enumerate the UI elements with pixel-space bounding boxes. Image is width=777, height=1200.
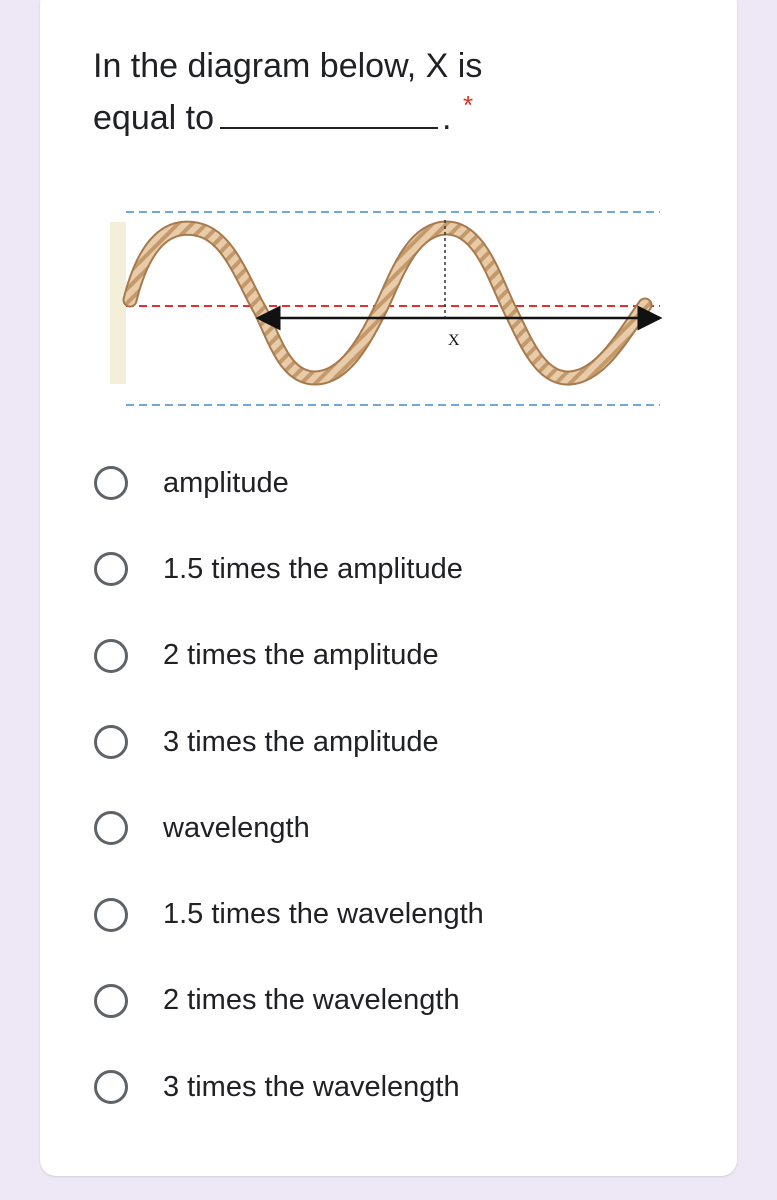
rope-wave-texture <box>130 228 645 378</box>
question-text <box>93 40 693 144</box>
option-label: 2 times the amplitude <box>163 639 439 672</box>
radio-button-icon[interactable] <box>94 1070 128 1104</box>
answer-options <box>94 440 714 1130</box>
option-1-5-amplitude[interactable] <box>94 526 714 612</box>
radio-button-icon[interactable] <box>94 811 128 845</box>
option-2-wavelength[interactable] <box>94 958 714 1044</box>
option-3-amplitude[interactable] <box>94 699 714 785</box>
option-label: amplitude <box>163 466 289 499</box>
option-label: 2 times the wavelength <box>163 984 460 1017</box>
radio-button-icon[interactable] <box>94 552 128 586</box>
option-3-wavelength[interactable] <box>94 1044 714 1130</box>
option-1-5-wavelength[interactable] <box>94 871 714 957</box>
option-label: wavelength <box>163 811 310 844</box>
radio-button-icon[interactable] <box>94 466 128 500</box>
x-label: X <box>448 332 460 349</box>
radio-button-icon[interactable] <box>94 725 128 759</box>
option-2-amplitude[interactable] <box>94 613 714 699</box>
option-wavelength[interactable] <box>94 785 714 871</box>
option-label: 1.5 times the amplitude <box>163 552 463 585</box>
radio-button-icon[interactable] <box>94 984 128 1018</box>
answer-blank <box>220 97 438 129</box>
question-period: . <box>442 99 452 137</box>
option-amplitude[interactable] <box>94 440 714 526</box>
radio-button-icon[interactable] <box>94 639 128 673</box>
question-line-2 <box>93 92 693 144</box>
question-line-2-text: equal to <box>93 99 214 137</box>
required-asterisk: * <box>463 90 474 120</box>
option-label: 1.5 times the wavelength <box>163 898 484 931</box>
option-label: 3 times the wavelength <box>163 1070 460 1103</box>
option-label: 3 times the amplitude <box>163 725 439 758</box>
wave-diagram <box>100 200 680 420</box>
radio-button-icon[interactable] <box>94 898 128 932</box>
question-line-1: In the diagram below, X is <box>93 47 483 85</box>
